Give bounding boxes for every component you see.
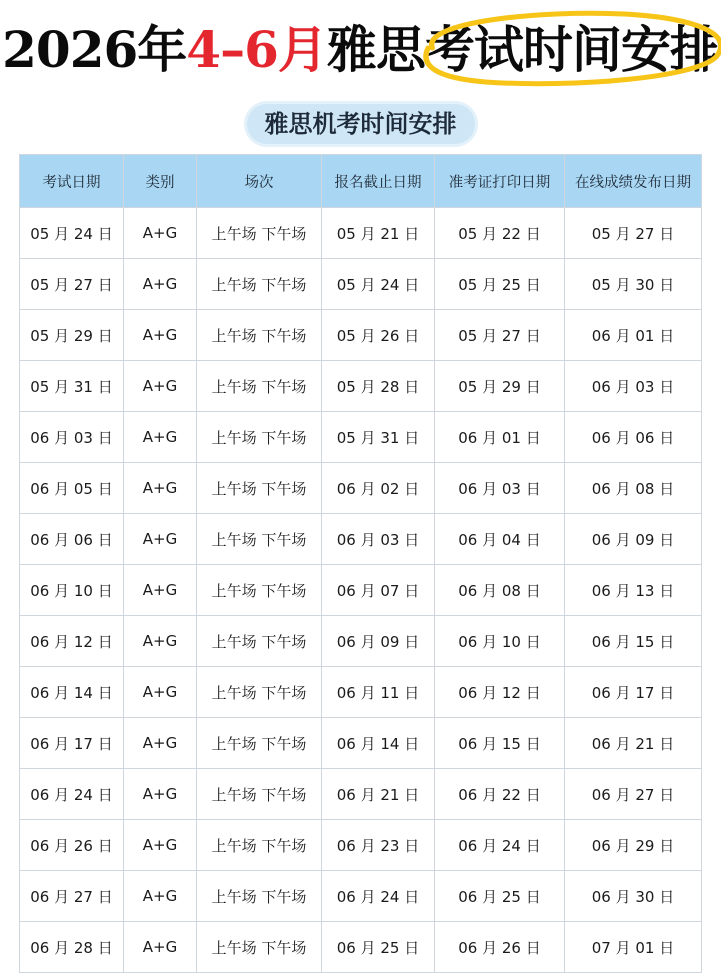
schedule-table [19, 154, 702, 973]
header-exam-date: 考试日期 [20, 155, 124, 208]
cell-admission-ticket-date: 06 月 22 日 [435, 769, 565, 820]
table-row [20, 718, 702, 769]
cell-exam-date: 06 月 24 日 [20, 769, 124, 820]
cell-session: 上午场 下午场 [197, 412, 322, 463]
cell-category: A+G [124, 412, 197, 463]
cell-category: A+G [124, 667, 197, 718]
cell-exam-date: 05 月 31 日 [20, 361, 124, 412]
subtitle-wrap [0, 104, 721, 144]
cell-category: A+G [124, 361, 197, 412]
cell-category: A+G [124, 616, 197, 667]
cell-session: 上午场 下午场 [197, 208, 322, 259]
cell-online-result-date: 06 月 27 日 [565, 769, 702, 820]
cell-registration-deadline: 06 月 14 日 [322, 718, 435, 769]
cell-session: 上午场 下午场 [197, 820, 322, 871]
cell-session: 上午场 下午场 [197, 310, 322, 361]
cell-online-result-date: 06 月 30 日 [565, 871, 702, 922]
header-registration-deadline: 报名截止日期 [322, 155, 435, 208]
table-row [20, 616, 702, 667]
cell-admission-ticket-date: 06 月 08 日 [435, 565, 565, 616]
cell-session: 上午场 下午场 [197, 361, 322, 412]
cell-online-result-date: 06 月 29 日 [565, 820, 702, 871]
cell-registration-deadline: 06 月 03 日 [322, 514, 435, 565]
cell-online-result-date: 05 月 30 日 [565, 259, 702, 310]
cell-exam-date: 06 月 28 日 [20, 922, 124, 973]
cell-online-result-date: 06 月 15 日 [565, 616, 702, 667]
cell-exam-date: 06 月 05 日 [20, 463, 124, 514]
headline-year: 2026年 [2, 20, 187, 79]
headline-circled-text: 考试 [424, 20, 523, 79]
cell-admission-ticket-date: 05 月 27 日 [435, 310, 565, 361]
cell-category: A+G [124, 565, 197, 616]
table-row [20, 412, 702, 463]
cell-registration-deadline: 05 月 21 日 [322, 208, 435, 259]
table-row [20, 208, 702, 259]
cell-admission-ticket-date: 06 月 24 日 [435, 820, 565, 871]
cell-registration-deadline: 06 月 09 日 [322, 616, 435, 667]
table-row [20, 463, 702, 514]
cell-registration-deadline: 05 月 28 日 [322, 361, 435, 412]
cell-admission-ticket-date: 06 月 15 日 [435, 718, 565, 769]
cell-category: A+G [124, 718, 197, 769]
cell-exam-date: 06 月 10 日 [20, 565, 124, 616]
cell-exam-date: 05 月 27 日 [20, 259, 124, 310]
cell-session: 上午场 下午场 [197, 259, 322, 310]
cell-registration-deadline: 06 月 21 日 [322, 769, 435, 820]
cell-admission-ticket-date: 06 月 10 日 [435, 616, 565, 667]
cell-category: A+G [124, 820, 197, 871]
cell-category: A+G [124, 310, 197, 361]
table-row [20, 871, 702, 922]
cell-session: 上午场 下午场 [197, 616, 322, 667]
table-row [20, 769, 702, 820]
cell-admission-ticket-date: 06 月 25 日 [435, 871, 565, 922]
table-row [20, 565, 702, 616]
cell-session: 上午场 下午场 [197, 922, 322, 973]
cell-online-result-date: 06 月 01 日 [565, 310, 702, 361]
header-category: 类别 [124, 155, 197, 208]
cell-online-result-date: 06 月 17 日 [565, 667, 702, 718]
cell-admission-ticket-date: 05 月 22 日 [435, 208, 565, 259]
table-row [20, 820, 702, 871]
cell-registration-deadline: 05 月 26 日 [322, 310, 435, 361]
cell-registration-deadline: 06 月 23 日 [322, 820, 435, 871]
cell-online-result-date: 06 月 08 日 [565, 463, 702, 514]
cell-exam-date: 06 月 06 日 [20, 514, 124, 565]
page-headline [0, 12, 721, 88]
table-row [20, 361, 702, 412]
table-row [20, 310, 702, 361]
header-online-result-date: 在线成绩发布日期 [565, 155, 702, 208]
cell-exam-date: 06 月 12 日 [20, 616, 124, 667]
cell-session: 上午场 下午场 [197, 718, 322, 769]
cell-exam-date: 06 月 17 日 [20, 718, 124, 769]
cell-registration-deadline: 06 月 07 日 [322, 565, 435, 616]
cell-registration-deadline: 06 月 25 日 [322, 922, 435, 973]
cell-registration-deadline: 06 月 24 日 [322, 871, 435, 922]
cell-admission-ticket-date: 05 月 29 日 [435, 361, 565, 412]
headline-tail: 时间安排 [522, 20, 719, 79]
cell-exam-date: 06 月 26 日 [20, 820, 124, 871]
cell-exam-date: 06 月 14 日 [20, 667, 124, 718]
table-body [20, 208, 702, 973]
headline-circled-word [425, 12, 719, 88]
cell-exam-date: 05 月 24 日 [20, 208, 124, 259]
cell-session: 上午场 下午场 [197, 565, 322, 616]
cell-category: A+G [124, 259, 197, 310]
cell-session: 上午场 下午场 [197, 871, 322, 922]
cell-registration-deadline: 06 月 11 日 [322, 667, 435, 718]
table-row [20, 922, 702, 973]
cell-online-result-date: 07 月 01 日 [565, 922, 702, 973]
cell-session: 上午场 下午场 [197, 514, 322, 565]
headline-ielts: 雅思 [326, 20, 425, 79]
cell-admission-ticket-date: 06 月 01 日 [435, 412, 565, 463]
cell-category: A+G [124, 871, 197, 922]
cell-exam-date: 05 月 29 日 [20, 310, 124, 361]
cell-session: 上午场 下午场 [197, 769, 322, 820]
cell-admission-ticket-date: 06 月 12 日 [435, 667, 565, 718]
cell-online-result-date: 06 月 06 日 [565, 412, 702, 463]
cell-session: 上午场 下午场 [197, 463, 322, 514]
cell-category: A+G [124, 922, 197, 973]
cell-admission-ticket-date: 06 月 26 日 [435, 922, 565, 973]
cell-exam-date: 06 月 27 日 [20, 871, 124, 922]
cell-online-result-date: 06 月 13 日 [565, 565, 702, 616]
table-row [20, 667, 702, 718]
headline-month-range: 4–6月 [186, 20, 327, 79]
cell-online-result-date: 06 月 21 日 [565, 718, 702, 769]
cell-category: A+G [124, 208, 197, 259]
cell-online-result-date: 06 月 09 日 [565, 514, 702, 565]
cell-exam-date: 06 月 03 日 [20, 412, 124, 463]
header-admission-ticket-date: 准考证打印日期 [435, 155, 565, 208]
cell-category: A+G [124, 463, 197, 514]
table-row [20, 514, 702, 565]
cell-admission-ticket-date: 06 月 04 日 [435, 514, 565, 565]
cell-category: A+G [124, 514, 197, 565]
cell-admission-ticket-date: 06 月 03 日 [435, 463, 565, 514]
cell-session: 上午场 下午场 [197, 667, 322, 718]
subtitle-badge: 雅思机考时间安排 [247, 104, 475, 144]
header-session: 场次 [197, 155, 322, 208]
cell-online-result-date: 05 月 27 日 [565, 208, 702, 259]
table-header-row [20, 155, 702, 208]
cell-registration-deadline: 06 月 02 日 [322, 463, 435, 514]
cell-online-result-date: 06 月 03 日 [565, 361, 702, 412]
cell-admission-ticket-date: 05 月 25 日 [435, 259, 565, 310]
schedule-table-wrap [19, 154, 701, 973]
cell-registration-deadline: 05 月 31 日 [322, 412, 435, 463]
table-row [20, 259, 702, 310]
cell-category: A+G [124, 769, 197, 820]
cell-registration-deadline: 05 月 24 日 [322, 259, 435, 310]
